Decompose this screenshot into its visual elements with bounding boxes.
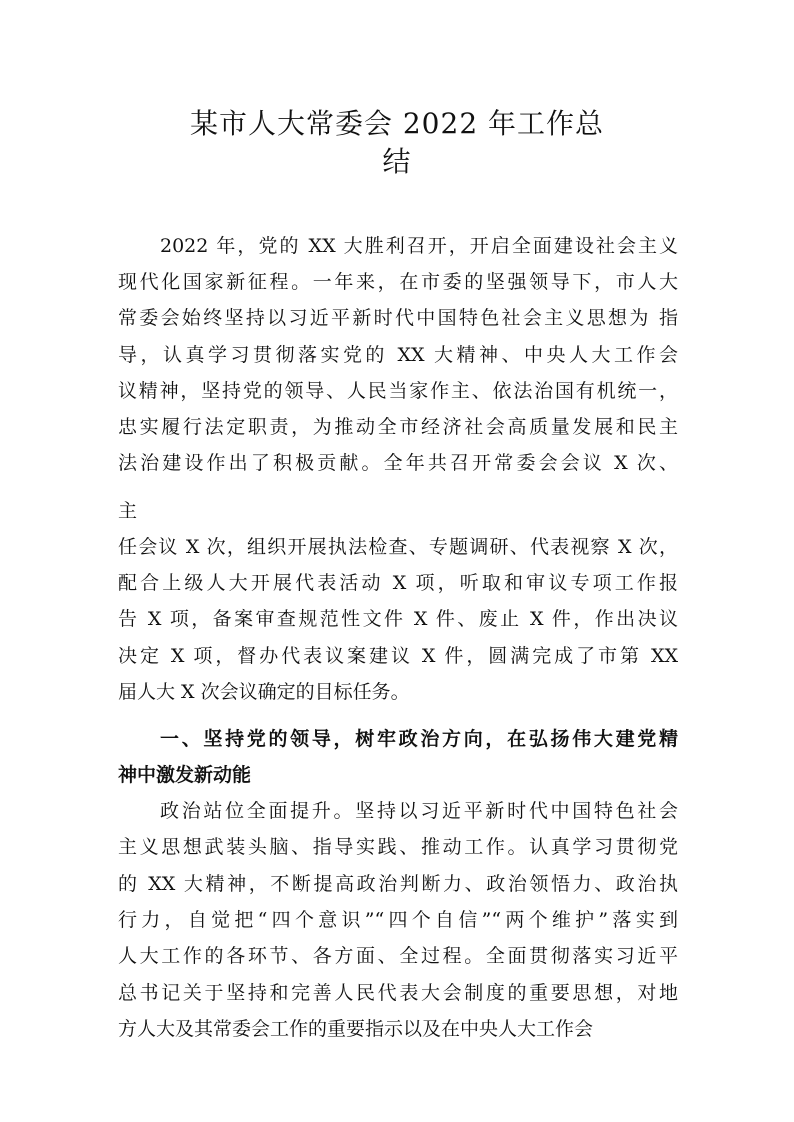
body-line: 主义思想武装头脑、指导实践、推动工作。认真学习贯彻党: [118, 836, 678, 858]
section-heading-line: 一、坚持党的领导，树牢政治方向，在弘扬伟大建党精: [160, 728, 678, 750]
body-line: 行力，自觉把“四个意识”“四个自信”“两个维护”落实到: [118, 909, 678, 931]
intro-line: 忠实履行法定职责，为推动全市经济社会高质量发展和民主: [118, 416, 678, 438]
intro-line: 主: [118, 500, 138, 522]
body-line: 政治站位全面提升。坚持以习近平新时代中国特色社会: [160, 800, 678, 822]
intro-line: 任会议 X 次，组织开展执法检查、专题调研、代表视察 X 次，: [118, 536, 678, 558]
document-title-line-2: 结: [382, 145, 412, 178]
intro-line: 常委会始终坚持以习近平新时代中国特色社会主义思想为 指: [118, 307, 678, 329]
body-line: 人大工作的各环节、各方面、全过程。全面贯彻落实习近平: [118, 945, 678, 967]
intro-line: 届人大 X 次会议确定的目标任务。: [118, 681, 410, 703]
body-line: 总书记关于坚持和完善人民代表大会制度的重要思想，对地: [118, 982, 678, 1004]
intro-line: 现代化国家新征程。一年来，在市委的坚强领导下，市人大: [118, 271, 678, 293]
intro-line: 法治建设作出了积极贡献。全年共召开常委会会议 X 次、: [118, 452, 678, 474]
intro-line: 议精神，坚持党的领导、人民当家作主、依法治国有机统一，: [118, 380, 678, 402]
section-heading-line: 神中激发新动能: [118, 764, 252, 786]
intro-line: 配合上级人大开展代表活动 X 项，听取和审议专项工作报: [118, 572, 678, 594]
body-line: 的 XX 大精神，不断提高政治判断力、政治领悟力、政治执: [118, 873, 678, 895]
intro-line: 2022 年，党的 XX 大胜利召开，开启全面建设社会主义: [160, 235, 678, 257]
body-line: 方人大及其常委会工作的重要指示以及在中央人大工作会: [118, 1018, 594, 1040]
intro-line: 导，认真学习贯彻落实党的 XX 大精神、中央人大工作会: [118, 344, 678, 366]
document-title-line-1: 某市人大常委会 2022 年工作总: [189, 107, 605, 140]
intro-line: 决定 X 项，督办代表议案建议 X 件，圆满完成了市第 XX: [118, 645, 678, 667]
intro-line: 告 X 项，备案审查规范性文件 X 件、废止 X 件，作出决议: [118, 608, 678, 630]
